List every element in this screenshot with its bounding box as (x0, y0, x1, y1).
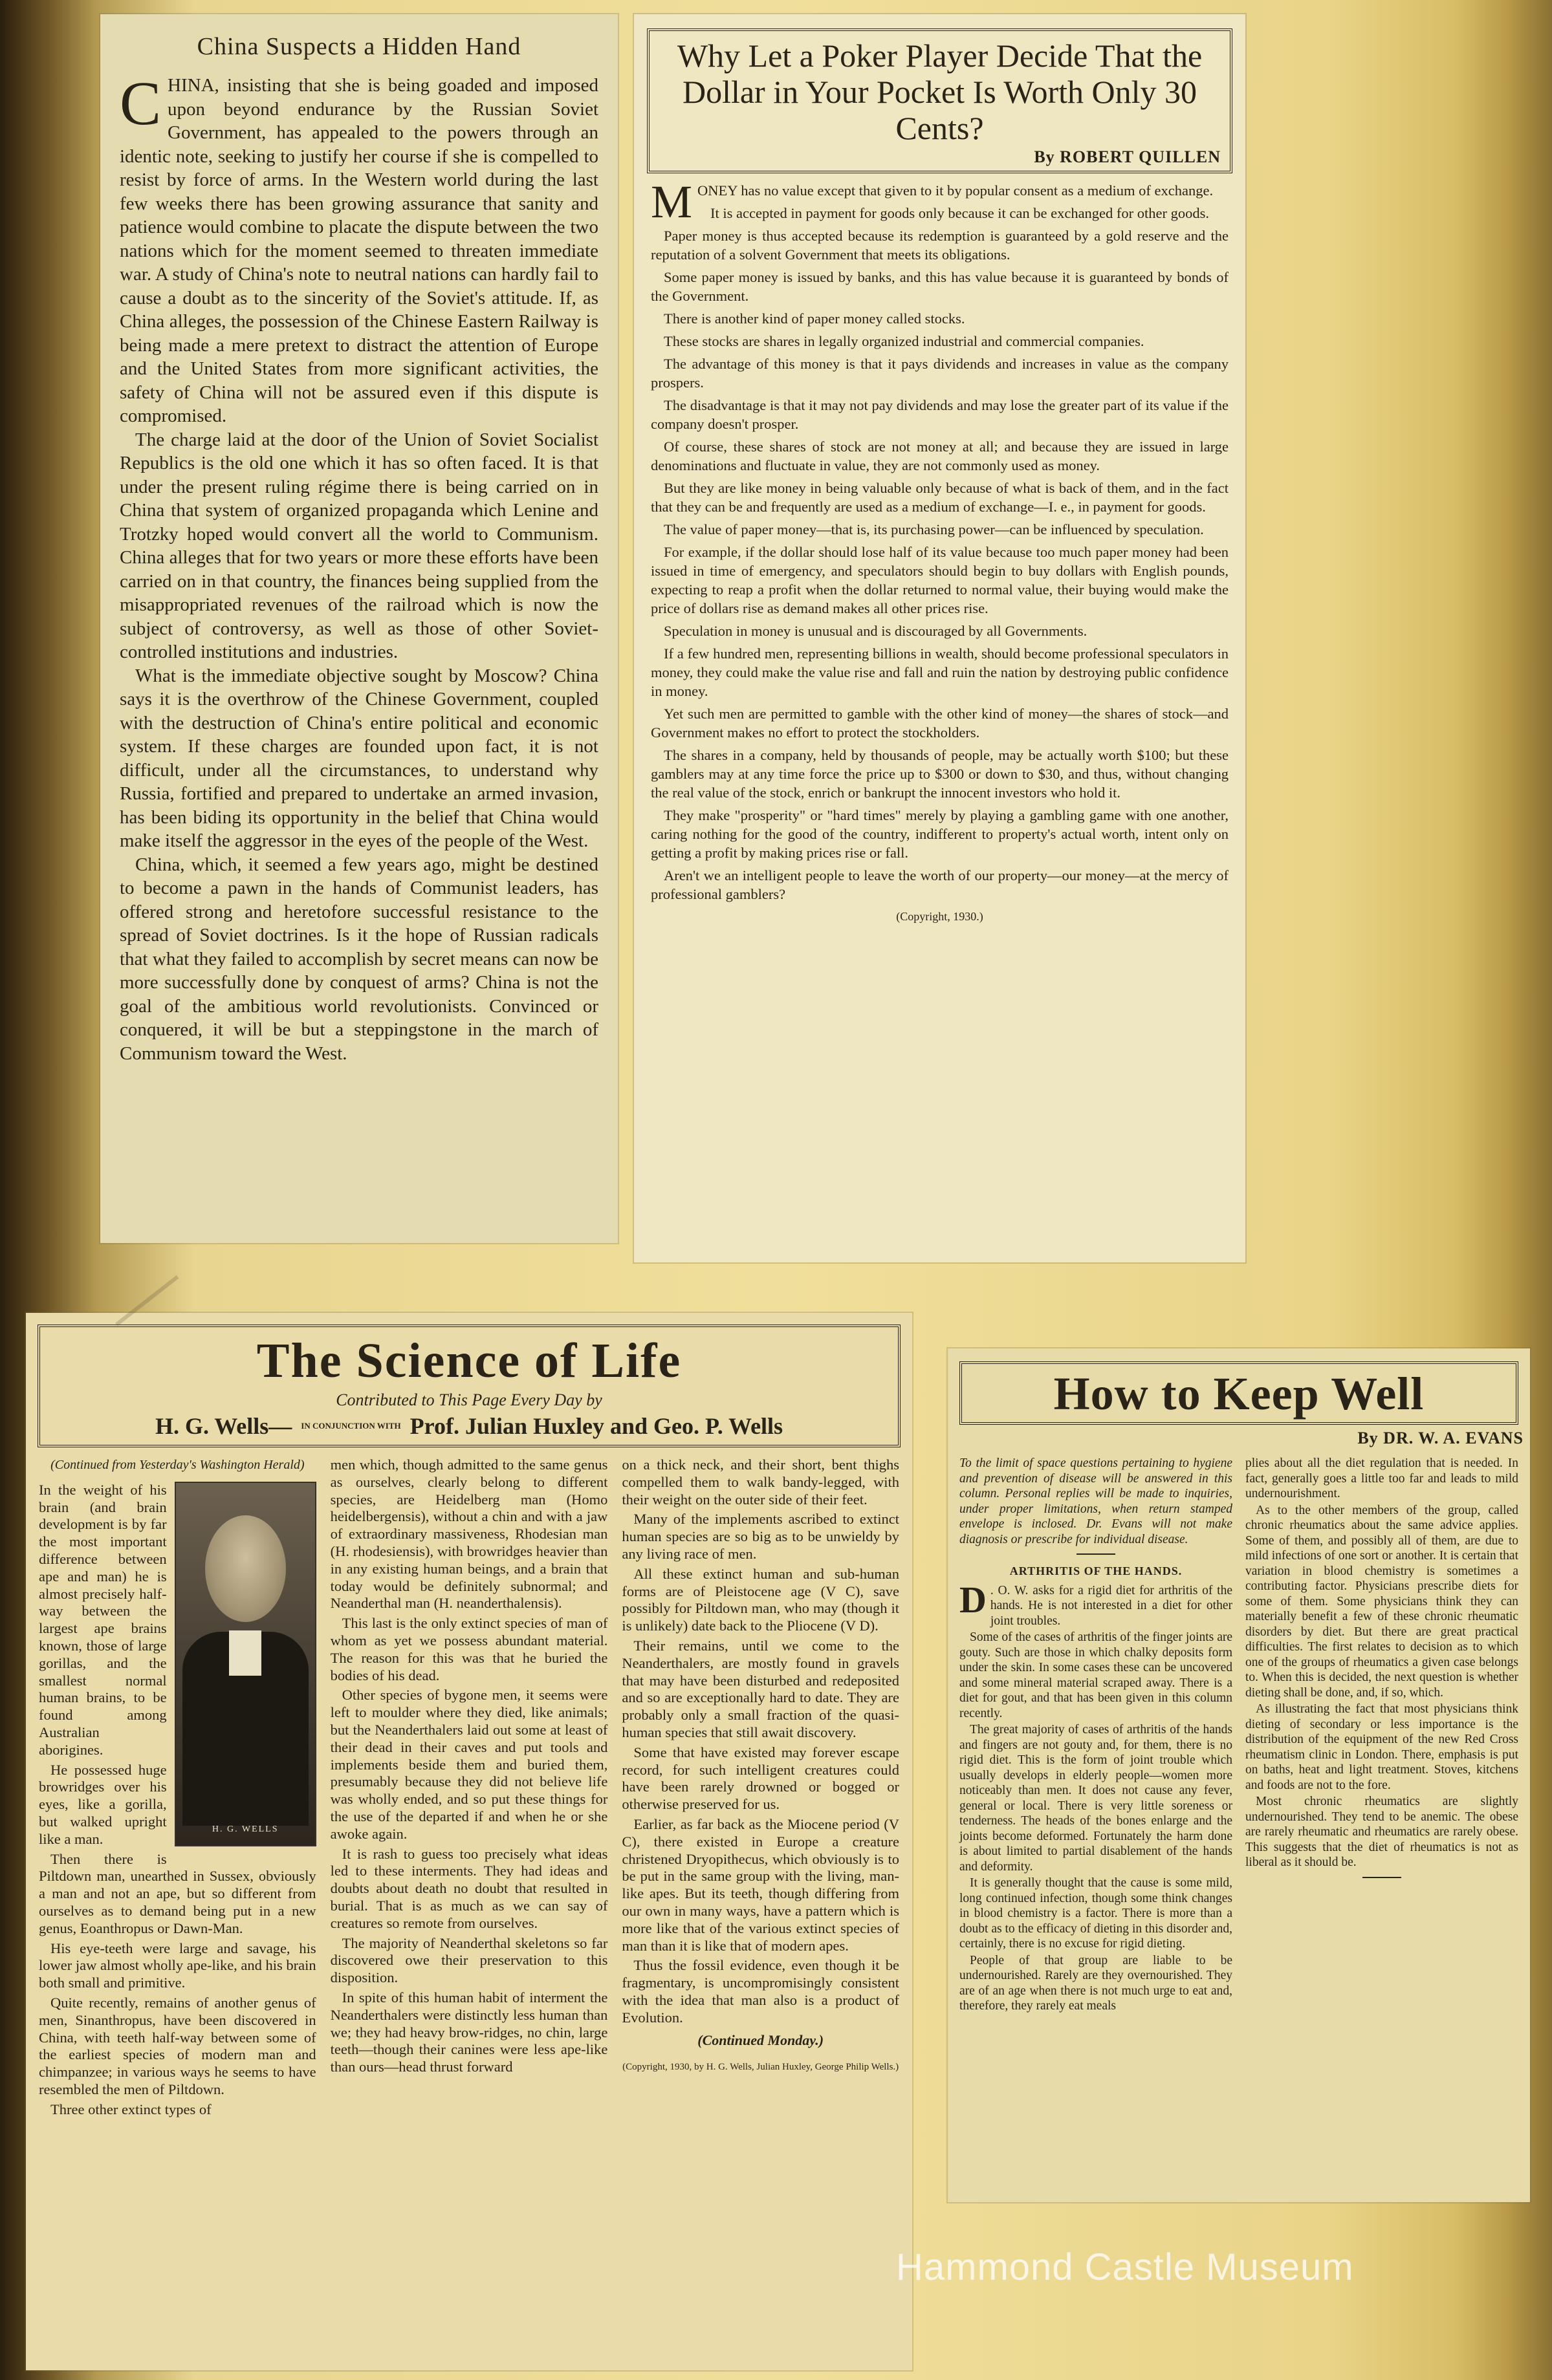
science-subtitle: Contributed to This Page Every Day by (336, 1390, 602, 1409)
china-dropcap: C (120, 69, 162, 138)
poker-body (651, 176, 1229, 926)
science-article-clipping (26, 1313, 912, 2370)
health-byline: By DR. W. A. EVANS (1357, 1429, 1524, 1447)
poker-headline-box (647, 28, 1232, 173)
poker-paragraph: But they are like money in being valuable only because of what is back of them, and in the fact that they can be and frequently are used as a medium of exchange—I. e., in payment for goods. (651, 480, 1229, 515)
health-paragraph: It is generally thought that the cause is some mild, long continued infection, though some think changes in blood chemistry is a factor. There is more than a doubt as to the efficacy of dieting in this disorder and, certainly, there is no excuse for rigid dieting. (959, 1876, 1232, 1951)
health-paragraph: D . O. W. asks for a rigid diet for arthritis of the hands. He is not interested in a diet for other joint troubles. (959, 1578, 1232, 1628)
poker-dropcap: M (651, 176, 693, 228)
science-paragraph: He possessed huge browridges over his eyes, like a gorilla, but walked upright like a man. (39, 1761, 167, 1847)
poker-paragraph: For example, if the dollar should lose half of its value because too much paper money had been issued in time of emergency, and speculators should begin to buy dollars with English pounds, expecting to reap a profit when the dollar returned to normal value, their buying would make the price of dollars rise as demand makes all other prices rise. (651, 544, 1229, 616)
science-paragraph: His eye-teeth were large and savage, his lower jaw almost wholly ape-like, and his brain both small and primitive. (39, 1940, 316, 1991)
science-title: The Science of Life (256, 1334, 682, 1388)
science-column-1 (39, 1456, 316, 2121)
science-paragraph: In spite of this human habit of interment the Neanderthalers were distinctly less human than we; they had heavy brow-ridges, no chin, large teeth—though their canines were less ape-like than ours—head thrust forward (330, 1989, 608, 2075)
poker-headline: Why Let a Poker Player Decide That the Dollar in Your Pocket Is Worth Only 30 Cents? (677, 38, 1203, 146)
in-conjunction-label: IN CONJUNCTION WITH (301, 1421, 401, 1431)
china-headline: China Suspects a Hidden Hand (197, 33, 521, 60)
science-paragraph: on a thick neck, and their short, bent thighs compelled them to walk bandy-legged, with their weight on the outer side of their feet. (622, 1456, 900, 1508)
science-authors (47, 1412, 891, 1440)
poker-paragraph: The disadvantage is that it may not pay dividends and may lose the greater part of its value if the company doesn't prosper. (651, 397, 1229, 432)
poker-byline: By ROBERT QUILLEN (1034, 147, 1221, 166)
china-paragraph: What is the immediate objective sought by Moscow? China says it is the overthrow of the Chinese Government, coupled with the destruction of China's entire political and economic system. If these charges are founded upon fact, it is not difficult, under all the circumstances, to understand why Russia, fortified and prepared to undertake an armed invasion, has been biding its opportunity in the belief that China would make itself the aggressor in the eyes of the people of the West. (120, 665, 598, 851)
poker-paragraph: Yet such men are permitted to gamble with the other kind of money—the shares of stock—and Government makes no effort to protect the stockholders. (651, 706, 1229, 741)
health-paragraph: As illustrating the fact that most physicians think dieting of secondary or less importance is the distribution of the equipment of the new Red Cross rheumatism clinic in London. There, emphasis is put on baths, heat and light treatment. Stoves, kitchens and foods are not to the fore. (1245, 1702, 1518, 1792)
poker-paragraph: Some paper money is issued by banks, and this has value because it is guaranteed by bonds of the Government. (651, 269, 1229, 304)
science-paragraph: Quite recently, remains of another genus of men, Sinanthropus, have been discovered in China, with teeth half-way between some of the earliest species of modern man and chimpanzee; in various ways he seems to have resembled the men of Piltdown. (39, 1994, 316, 2097)
china-paragraph: China, which, it seemed a few years ago, might be destined to become a pawn in the hands of Communist leaders, has offered strong and heretofore successful resistance to the spread of Soviet doctrines. Is it the hope of Russian radicals that what they failed to accomplish by secret means can now be more successfully done by conquest of arms? China is not the goal of the ambitious world revolutionists. Convinced or conquered, it will be but a steppingstone in the march of Communism toward the West. (120, 854, 598, 1064)
science-column-3 (622, 1456, 899, 2121)
health-paragraph: The great majority of cases of arthritis of the hands and fingers are not gouty and, for them, there is no rigid diet. This is the form of joint trouble which usually develops in elderly people—women more noticeably than men. It does not cause any fever, general or local. There is very little soreness or tenderness. The heads of the bones enlarge and the joints become deformed. Fortunately the harm done is about limited to partial disablement of the hands and deformity. (959, 1723, 1232, 1874)
poker-paragraph: If a few hundred men, representing billions in wealth, should become professional speculators in money, they could make the value rise and fall and ruin the nation by destroying public confidence in money. (651, 645, 1229, 699)
poker-paragraph: Aren't we an intelligent people to leave the worth of our property—our money—at the mercy of professional gamblers? (651, 867, 1229, 902)
health-headline-box (959, 1361, 1518, 1425)
science-paragraph: It is rash to guess too precisely what ideas led to these interments. They had ideas and doubts about death no doubt that resulted in burial. That is as much as we can say of creatures so remote from ourselves. (330, 1845, 608, 1931)
science-column-2 (331, 1456, 608, 2121)
science-paragraph: Many of the implements ascribed to extinct human species are so big as to be unwieldy by any living race of men. (622, 1511, 900, 1562)
poker-paragraph: MONEY has no value except that given to it by popular consent as a medium of exchange. (651, 176, 1214, 228)
science-paragraph: Thus the fossil evidence, even though it be fragmentary, is uncompromisingly consistent with the idea that man also is a product of Evolution. (622, 1957, 900, 2026)
science-copyright: (Copyright, 1930, by H. G. Wells, Julian Huxley, George Philip Wells.) (622, 2062, 899, 2073)
health-paragraph: plies about all the diet regulation that is needed. In fact, generally goes a little too far and leads to mild undernourishment. (1245, 1456, 1518, 1500)
museum-watermark: Hammond Castle Museum (896, 2246, 1354, 2288)
poker-article-clipping (634, 14, 1245, 1262)
china-body (120, 69, 598, 1065)
science-paragraph: The majority of Neanderthal skeletons so far discovered owe their preservation to this disposition. (330, 1934, 608, 1986)
health-paragraph: As to the other members of the group, called chronic rheumatics about the same advice applies. Some of them, and possibly all of them, are due to mild infections of one sort or another. It is certain that variation in blood chemistry is sometimes a contributing factor. Physicians prescribe diets for some of them. Some physicians think they can materially benefit a few of these chronic rheumatic disorders by diet. But there are great practical difficulties. The first relates to decision as to which one of the groups of rheumatics a given case belongs to. When this is decided, the next question is whether dieting shall be done, and, if so, which. (1245, 1503, 1518, 1700)
science-paragraph: Three other extinct types of (50, 2101, 212, 2117)
china-article-clipping (100, 14, 618, 1243)
science-paragraph: In the weight of his brain (and brain development is by far the most important difference between ape and man) he is almost precisely half-way between the largest ape brains known, those of large gorillas, and the smallest normal human brains, to be found among Australian aborigines. (39, 1481, 167, 1758)
science-paragraph: Then there is Piltdown man, unearthed in Sussex, obviously a man and not an ape, but so different from ourselves as to demand being put in a new genus, Eoanthropus or Dawn-Man. (39, 1850, 316, 1936)
divider-rule (1362, 1877, 1401, 1878)
china-paragraph: The charge laid at the door of the Union of Soviet Socialist Republics is the old one which it has so often faced. It is that under the present ruling régime there is being carried on in China that system of organized propaganda which Lenine and Trotzky hoped would convert all the world to Communism. China alleges that for two years or more these efforts have been carried on in that country, the finances being supplied from the misappropriated revenues of the railroad which is now the subject of controversy, as well as those of other Soviet-controlled institutions and industries. (120, 429, 598, 662)
health-paragraph: Some of the cases of arthritis of the finger joints are gouty. Such are those in which chalky deposits form under the skin. In some cases these can be uncovered and some mineral material scraped away. There is a diet for gout, and that has been given in this column recently. (959, 1630, 1232, 1720)
science-author-right: Prof. Julian Huxley and Geo. P. Wells (410, 1413, 783, 1439)
science-paragraph: Some that have existed may forever escape record, for such intelligent creatures could have been rarely drowned or bogged or otherwise preserved for us. (622, 1744, 900, 1813)
health-column-1 (959, 1456, 1232, 2015)
poker-paragraph: The advantage of this money is that it pays dividends and increases in value as the company prospers. (651, 356, 1229, 391)
poker-paragraph: These stocks are shares in legally organized industrial and commercial companies. (664, 333, 1144, 349)
poker-paragraph: There is another kind of paper money called stocks. (664, 310, 965, 327)
health-title: How to Keep Well (1053, 1368, 1425, 1420)
poker-paragraph: The value of paper money—that is, its purchasing power—can be influenced by speculation. (664, 521, 1204, 537)
poker-paragraph: It is accepted in payment for goods only because it can be exchanged for other goods. (710, 205, 1210, 221)
science-paragraph: Other species of bygone men, it seems were left to moulder where they died, like animals; but the Neanderthalers laid out some at least of their dead in their caves and put tools and implements beside them and buried them, presumably because they did not believe life was wholly ended, and so put these things for the use of the departed if and when he or she awoke again. (330, 1687, 608, 1842)
science-paragraph: This last is the only extinct species of man of whom as yet we possess abundant material. The reason for this was that he buried the bodies of his dead. (330, 1615, 608, 1683)
science-author-left: H. G. Wells— (155, 1413, 292, 1439)
health-paragraph: People of that group are liable to be undernourished. Rarely are they overnourished. They are of an age when there is not much urge to eat and, therefore, they rarely eat meals (959, 1953, 1232, 2013)
health-column-2 (1245, 1456, 1518, 2015)
portrait-collar (229, 1630, 261, 1676)
science-paragraph: Earlier, as far back as the Miocene period (V C), there existed in Europe a creature christened Dryopithecus, which obviously is to be put in the same group with the living, man-like apes. But its teeth, though differing from our own in many ways, have a pattern which is more like that of the various extinct species of man than it is like that of modern apes. (622, 1815, 900, 1954)
health-dropcap: D (959, 1578, 987, 1621)
poker-paragraph: Paper money is thus accepted because its redemption is guaranteed by a gold reserve and the reputation of a solvent Government that meets its obligations. (651, 228, 1229, 263)
health-intro: To the limit of space questions pertaining to hygiene and prevention of disease will be answered in this column. Personal replies will be made to inquiries, under proper limitations, when return stamped envelope is inclosed. Dr. Evans will not make diagnosis or prescribe for individual disease. (959, 1456, 1232, 1546)
china-paragraph: CHINA, insisting that she is being goaded and imposed upon beyond endurance by the Russian Soviet Government, has appealed to the powers through an identic note, seeking to justify her course if she is compelled to resist by force of arms. In the Western world during the last few weeks there has been growing assurance that sanity and patience would combine to placate the dispute between the two nations which for the moment seemed to threaten immediate war. A study of China's note to neutral nations can hardly fail to cause a doubt as to the sincerity of the Soviet's attitude. If, as China alleges, the possession of the Chinese Eastern Railway is being made a mere pretext to distract the attention of Europe and the United States from more significant activities, the safety of China will not be assured even if this dispute is compromised. (120, 69, 598, 426)
poker-copyright: (Copyright, 1930.) (896, 910, 983, 923)
poker-paragraph: They make "prosperity" or "hard times" merely by playing a gambling game with one another, caring nothing for the good of the country, indifferent to property's actual worth, intent only on getting a profit by making prices rise or fall. (651, 807, 1229, 861)
continued-from-note: (Continued from Yesterday's Washington Herald) (50, 1458, 305, 1472)
divider-rule (1077, 1553, 1115, 1555)
portrait-caption: H. G. WELLS (212, 1824, 279, 1834)
science-paragraph: All these extinct human and sub-human forms are of Pleistocene age (V C), save possibly for Piltdown man, who may (though it is unlikely) date back to the Pliocene (V D). (622, 1565, 900, 1634)
portrait-face (205, 1515, 286, 1622)
poker-paragraph: The shares in a company, held by thousands of people, may be actually worth $100; but these gamblers may at any time force the price up to $300 or down to $30, and thus, without changing the real value of the stock, enrich or bankrupt the innocent investors who hold it. (651, 747, 1229, 801)
science-columns (39, 1456, 899, 2121)
health-columns (959, 1456, 1518, 2015)
health-paragraph: Most chronic rheumatics are slightly undernourished. They tend to be anemic. The obese are rarely rheumatic and rheumatics are rarely obese. This suggests that the diet of rheumatics is not as liberal as it should be. (1245, 1795, 1518, 1869)
poker-paragraph: Speculation in money is unusual and is discouraged by all Governments. (664, 623, 1087, 639)
continued-monday-note: (Continued Monday.) (697, 2031, 824, 2048)
science-headline-box (38, 1325, 901, 1447)
health-article-clipping (948, 1348, 1530, 2202)
science-paragraph: men which, though admitted to the same genus as ourselves, clearly belong to different species, are Heidelberg man (Homo heidelbergensis), without a chin and with a jaw of extraordinary massiveness, Rhodesian man (H. rhodesiensis), with browridges heavier than in any existing human beings, and a brain that today would be definitely subnormal; and Neanderthal man (H. neanderthalensis). (330, 1456, 608, 1612)
poker-paragraph: Of course, these shares of stock are not money at all; and because they are issued in large denominations and fluctuate in value, they are not commonly used as money. (651, 438, 1229, 473)
science-paragraph: Their remains, until we come to the Neanderthalers, are mostly found in gravels that may have been disturbed and redeposited and so are exceptionally hard to date. They are probably only a small fraction of the quasi-human species that still await discovery. (622, 1637, 900, 1740)
health-subhead: ARTHRITIS OF THE HANDS. (1009, 1564, 1183, 1577)
hg-wells-portrait (175, 1482, 316, 1846)
